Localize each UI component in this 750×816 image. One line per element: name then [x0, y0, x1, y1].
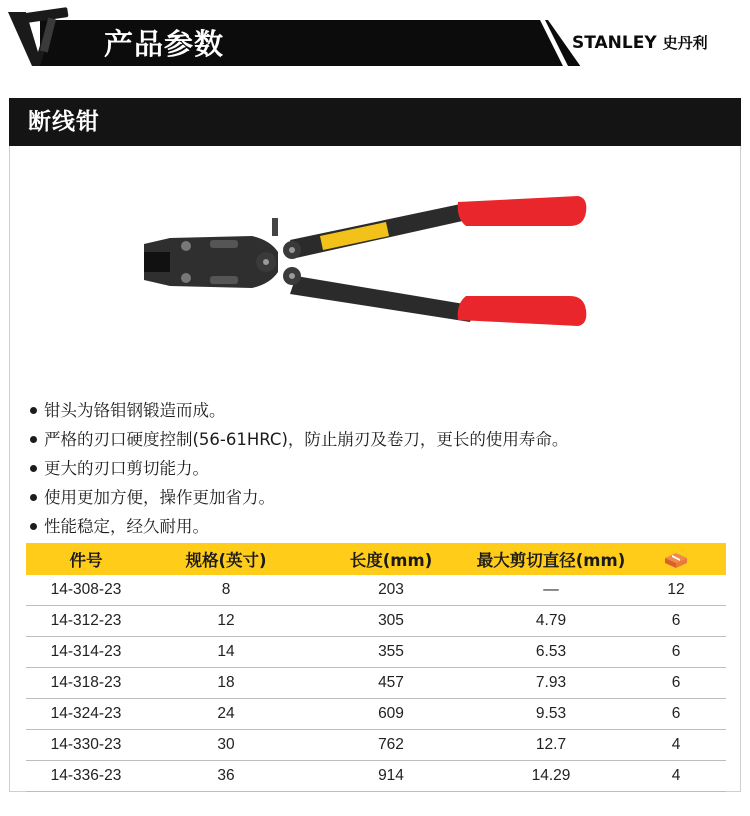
- banner-title: 产品参数: [104, 27, 225, 61]
- cell-spec: 18: [146, 668, 306, 699]
- feature-item: 钳头为铬钼钢锻造而成。: [28, 396, 568, 425]
- cell-max-dia: 7.93: [476, 668, 626, 699]
- bullet-icon: [30, 494, 37, 501]
- feature-item: 更大的刃口剪切能力。: [28, 454, 568, 483]
- cell-length: 609: [306, 699, 476, 730]
- bullet-icon: [30, 407, 37, 414]
- cell-max-dia: 9.53: [476, 699, 626, 730]
- col-header-pack: [626, 543, 726, 575]
- col-header-max-dia: 最大剪切直径(mm): [476, 543, 626, 575]
- cell-max-dia: —: [476, 575, 626, 606]
- col-header-part: 件号: [26, 543, 146, 575]
- col-header-spec: 规格(英寸): [146, 543, 306, 575]
- section-header: [9, 98, 741, 146]
- col-header-length: 长度(mm): [306, 543, 476, 575]
- cell-max-dia: 12.7: [476, 730, 626, 761]
- cell-pack: 12: [626, 575, 726, 606]
- package-box-icon: [663, 551, 689, 569]
- cell-pack: 6: [626, 699, 726, 730]
- table-row: [26, 699, 726, 730]
- brand-name: STANLEY: [572, 33, 657, 53]
- bullet-icon: [30, 523, 37, 530]
- cell-spec: 14: [146, 637, 306, 668]
- cell-length: 305: [306, 606, 476, 637]
- cell-part: 14-330-23: [26, 730, 146, 761]
- cell-pack: 4: [626, 761, 726, 792]
- cell-length: 355: [306, 637, 476, 668]
- cell-pack: 4: [626, 730, 726, 761]
- feature-item: 严格的刃口硬度控制(56-61HRC)，防止崩刃及卷刀，更长的使用寿命。: [28, 425, 568, 454]
- brand-name-cn: 史丹利: [662, 34, 708, 52]
- section-title: 断线钳: [28, 109, 100, 135]
- table-row: [26, 730, 726, 761]
- cell-pack: 6: [626, 668, 726, 699]
- hammer-logo-icon: [4, 4, 72, 72]
- cell-length: 457: [306, 668, 476, 699]
- spec-table: [26, 543, 726, 792]
- cell-length: 762: [306, 730, 476, 761]
- cell-part: 14-324-23: [26, 699, 146, 730]
- bolt-cutter-image: [140, 180, 592, 340]
- cell-spec: 12: [146, 606, 306, 637]
- bullet-icon: [30, 436, 37, 443]
- feature-item: 使用更加方便，操作更加省力。: [28, 483, 568, 512]
- feature-item: 性能稳定，经久耐用。: [28, 512, 568, 541]
- cell-pack: 6: [626, 637, 726, 668]
- brand-logo: [572, 30, 708, 56]
- cell-spec: 8: [146, 575, 306, 606]
- table-header-row: [26, 543, 726, 575]
- cell-part: 14-312-23: [26, 606, 146, 637]
- cell-part: 14-318-23: [26, 668, 146, 699]
- cell-part: 14-308-23: [26, 575, 146, 606]
- feature-list: [28, 396, 568, 541]
- cell-max-dia: 4.79: [476, 606, 626, 637]
- cell-part: 14-314-23: [26, 637, 146, 668]
- table-row: [26, 637, 726, 668]
- cell-pack: 6: [626, 606, 726, 637]
- cell-spec: 24: [146, 699, 306, 730]
- cell-length: 203: [306, 575, 476, 606]
- cell-part: 14-336-23: [26, 761, 146, 792]
- table-row: [26, 575, 726, 606]
- table-row: [26, 606, 726, 637]
- bullet-icon: [30, 465, 37, 472]
- cell-max-dia: 14.29: [476, 761, 626, 792]
- table-row: [26, 668, 726, 699]
- cell-spec: 30: [146, 730, 306, 761]
- top-banner: [0, 0, 750, 80]
- cell-spec: 36: [146, 761, 306, 792]
- cell-length: 914: [306, 761, 476, 792]
- table-row: [26, 761, 726, 792]
- cell-max-dia: 6.53: [476, 637, 626, 668]
